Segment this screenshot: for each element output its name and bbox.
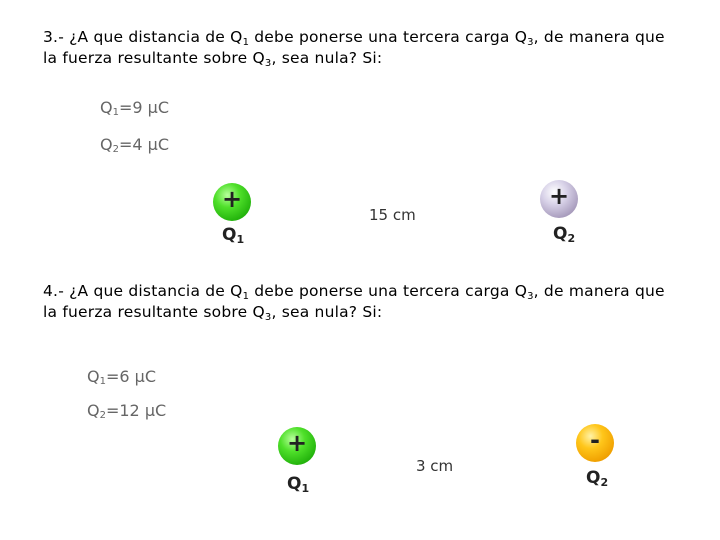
problem-4-statement: 4.- ¿A que distancia de $Q_1$ debe ponerse una tercera carga $Q_3$, de manera que la fuerza resultante sobre $Q_3$, sea nula? Si: xyxy=(43,282,665,323)
given-q2: Q2=4 μC xyxy=(100,135,169,155)
charge-q1-positive: + xyxy=(278,427,316,465)
given-q1: Q1=9 μC xyxy=(100,98,169,118)
charge-q2-label: Q2 xyxy=(553,224,576,245)
distance-label: 3 cm xyxy=(416,457,454,475)
charge-q2-label: Q2 xyxy=(586,468,609,489)
charge-q1-label: Q1 xyxy=(287,474,310,495)
problem-3-statement: 3.- ¿A que distancia de $Q_1$ debe ponerse una tercera carga $Q_3$, de manera que la fuerza resultante sobre $Q_3$, sea nula? Si: xyxy=(43,28,665,69)
given-q2: Q2=12 μC xyxy=(87,401,167,421)
charge-q1-positive: + xyxy=(213,183,251,221)
charge-q2-positive: + xyxy=(540,180,578,218)
given-q1: Q1=6 μC xyxy=(87,367,156,387)
charge-q2-negative: - xyxy=(576,424,614,462)
distance-label: 15 cm xyxy=(369,206,416,224)
charge-q1-label: Q1 xyxy=(222,225,245,246)
